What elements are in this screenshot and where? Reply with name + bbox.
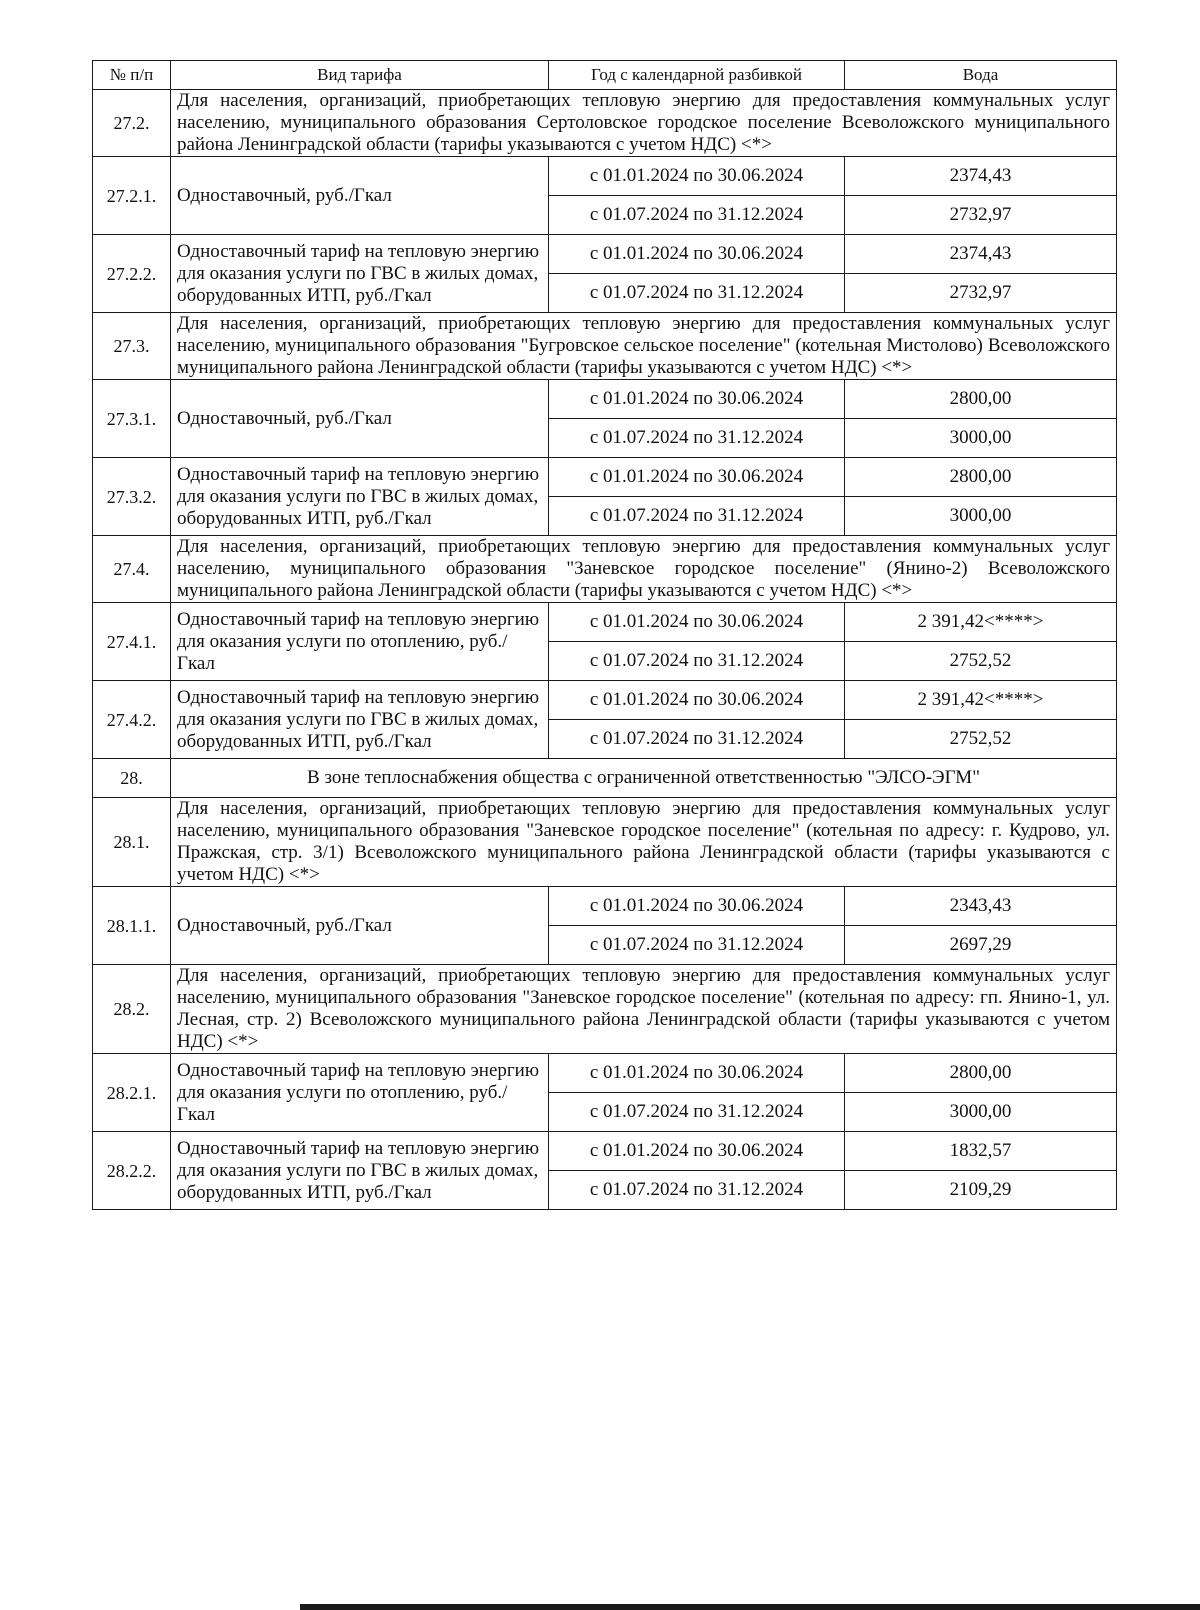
tariff-value: 2752,52 <box>845 642 1117 681</box>
tariff-value: 3000,00 <box>845 497 1117 536</box>
tariff-table <box>92 60 1117 1210</box>
tariff-period: с 01.01.2024 по 30.06.2024 <box>549 681 845 720</box>
section-description: Для населения, организаций, приобретающих тепловую энергию для предоставления коммунальных услуг населению, муниципального образования "Бугровское сельское поселение" (котельная Мистолово) Всеволожского муниципального района Ленинградской области (тарифы указываются с учетом НДС) <*> <box>171 313 1117 380</box>
tariff-row <box>93 380 1117 419</box>
tariff-value: 3000,00 <box>845 419 1117 458</box>
tariff-name: Одноставочный тариф на тепловую энергию для оказания услуги по ГВС в жилых домах, оборудованных ИТП, руб./Гкал <box>171 1132 549 1210</box>
header-water: Вода <box>845 61 1117 90</box>
section-description-row <box>93 798 1117 887</box>
tariff-value: 2697,29 <box>845 926 1117 965</box>
tariff-value: 2800,00 <box>845 1054 1117 1093</box>
tariff-period: с 01.07.2024 по 31.12.2024 <box>549 419 845 458</box>
section-description: Для населения, организаций, приобретающих тепловую энергию для предоставления коммунальных услуг населению, муниципального образования "Заневское городское поселение" (Янино-2) Всеволожского муниципального района Ленинградской области (тарифы указываются с учетом НДС) <*> <box>171 536 1117 603</box>
header-num: № п/п <box>93 61 171 90</box>
row-number: 27.3.2. <box>93 458 171 536</box>
tariff-name: Одноставочный, руб./Гкал <box>171 380 549 458</box>
section-description-row <box>93 965 1117 1054</box>
tariff-row <box>93 1132 1117 1171</box>
tariff-row <box>93 1054 1117 1093</box>
row-number: 27.3. <box>93 313 171 380</box>
tariff-name: Одноставочный тариф на тепловую энергию для оказания услуги по ГВС в жилых домах, оборудованных ИТП, руб./Гкал <box>171 458 549 536</box>
row-number: 27.4. <box>93 536 171 603</box>
tariff-value: 2 391,42<****> <box>845 603 1117 642</box>
section-description: Для населения, организаций, приобретающих тепловую энергию для предоставления коммунальных услуг населению, муниципального образования "Заневское городское поселение" (котельная по адресу: гп. Янино-1, ул. Лесная, стр. 2) Всеволожского муниципального района Ленинградской области (тарифы указываются с учетом НДС) <*> <box>171 965 1117 1054</box>
tariff-value: 2732,97 <box>845 196 1117 235</box>
tariff-row <box>93 681 1117 720</box>
tariff-value: 2800,00 <box>845 380 1117 419</box>
tariff-period: с 01.01.2024 по 30.06.2024 <box>549 458 845 497</box>
tariff-period: с 01.07.2024 по 31.12.2024 <box>549 1171 845 1210</box>
tariff-value: 2752,52 <box>845 720 1117 759</box>
tariff-row <box>93 235 1117 274</box>
row-number: 27.4.1. <box>93 603 171 681</box>
row-number: 27.3.1. <box>93 380 171 458</box>
tariff-name: Одноставочный тариф на тепловую энергию для оказания услуги по ГВС в жилых домах, оборудованных ИТП, руб./Гкал <box>171 681 549 759</box>
tariff-value: 2109,29 <box>845 1171 1117 1210</box>
tariff-period: с 01.07.2024 по 31.12.2024 <box>549 926 845 965</box>
tariff-period: с 01.07.2024 по 31.12.2024 <box>549 642 845 681</box>
section-description-row <box>93 313 1117 380</box>
section-description: Для населения, организаций, приобретающих тепловую энергию для предоставления коммунальных услуг населению, муниципального образования Сертоловское городское поселение Всеволожского муниципального района Ленинградской области (тарифы указываются с учетом НДС) <*> <box>171 90 1117 157</box>
tariff-name: Одноставочный тариф на тепловую энергию для оказания услуги по отоплению, руб./Гкал <box>171 1054 549 1132</box>
group-heading-row <box>93 759 1117 798</box>
tariff-value: 1832,57 <box>845 1132 1117 1171</box>
tariff-value: 2374,43 <box>845 235 1117 274</box>
row-number: 27.2.1. <box>93 157 171 235</box>
tariff-period: с 01.01.2024 по 30.06.2024 <box>549 603 845 642</box>
section-description: Для населения, организаций, приобретающих тепловую энергию для предоставления коммунальных услуг населению, муниципального образования "Заневское городское поселение" (котельная по адресу: г. Кудрово, ул. Пражская, стр. 3/1) Всеволожского муниципального района Ленинградской области (тарифы указываются с учетом НДС) <*> <box>171 798 1117 887</box>
tariff-period: с 01.01.2024 по 30.06.2024 <box>549 380 845 419</box>
section-description-row <box>93 90 1117 157</box>
tariff-value: 2800,00 <box>845 458 1117 497</box>
row-number: 27.4.2. <box>93 681 171 759</box>
row-number: 28.2.2. <box>93 1132 171 1210</box>
tariff-row <box>93 887 1117 926</box>
tariff-value: 2 391,42<****> <box>845 681 1117 720</box>
header-tariff-type: Вид тарифа <box>171 61 549 90</box>
tariff-period: с 01.07.2024 по 31.12.2024 <box>549 274 845 313</box>
tariff-value: 3000,00 <box>845 1093 1117 1132</box>
table-header-row <box>93 61 1117 90</box>
row-number: 28.2.1. <box>93 1054 171 1132</box>
tariff-period: с 01.01.2024 по 30.06.2024 <box>549 235 845 274</box>
tariff-period: с 01.01.2024 по 30.06.2024 <box>549 1132 845 1171</box>
tariff-name: Одноставочный тариф на тепловую энергию для оказания услуги по ГВС в жилых домах, оборудованных ИТП, руб./Гкал <box>171 235 549 313</box>
row-number: 28.1. <box>93 798 171 887</box>
tariff-period: с 01.07.2024 по 31.12.2024 <box>549 497 845 536</box>
tariff-period: с 01.01.2024 по 30.06.2024 <box>549 157 845 196</box>
tariff-value: 2374,43 <box>845 157 1117 196</box>
tariff-period: с 01.07.2024 по 31.12.2024 <box>549 196 845 235</box>
tariff-period: с 01.07.2024 по 31.12.2024 <box>549 1093 845 1132</box>
tariff-value: 2343,43 <box>845 887 1117 926</box>
table-body <box>93 90 1117 1210</box>
tariff-name: Одноставочный тариф на тепловую энергию для оказания услуги по отоплению, руб./Гкал <box>171 603 549 681</box>
tariff-row <box>93 157 1117 196</box>
row-number: 28.2. <box>93 965 171 1054</box>
tariff-period: с 01.01.2024 по 30.06.2024 <box>549 887 845 926</box>
section-description-row <box>93 536 1117 603</box>
row-number: 27.2. <box>93 90 171 157</box>
row-number: 28.1.1. <box>93 887 171 965</box>
tariff-value: 2732,97 <box>845 274 1117 313</box>
tariff-row <box>93 458 1117 497</box>
row-number: 27.2.2. <box>93 235 171 313</box>
scan-edge-bar <box>300 1604 1200 1610</box>
tariff-period: с 01.07.2024 по 31.12.2024 <box>549 720 845 759</box>
tariff-period: с 01.01.2024 по 30.06.2024 <box>549 1054 845 1093</box>
tariff-row <box>93 603 1117 642</box>
tariff-name: Одноставочный, руб./Гкал <box>171 887 549 965</box>
header-year: Год с календарной разбивкой <box>549 61 845 90</box>
group-heading: В зоне теплоснабжения общества с ограниченной ответственностью "ЭЛСО-ЭГМ" <box>171 759 1117 798</box>
tariff-name: Одноставочный, руб./Гкал <box>171 157 549 235</box>
row-number: 28. <box>93 759 171 798</box>
